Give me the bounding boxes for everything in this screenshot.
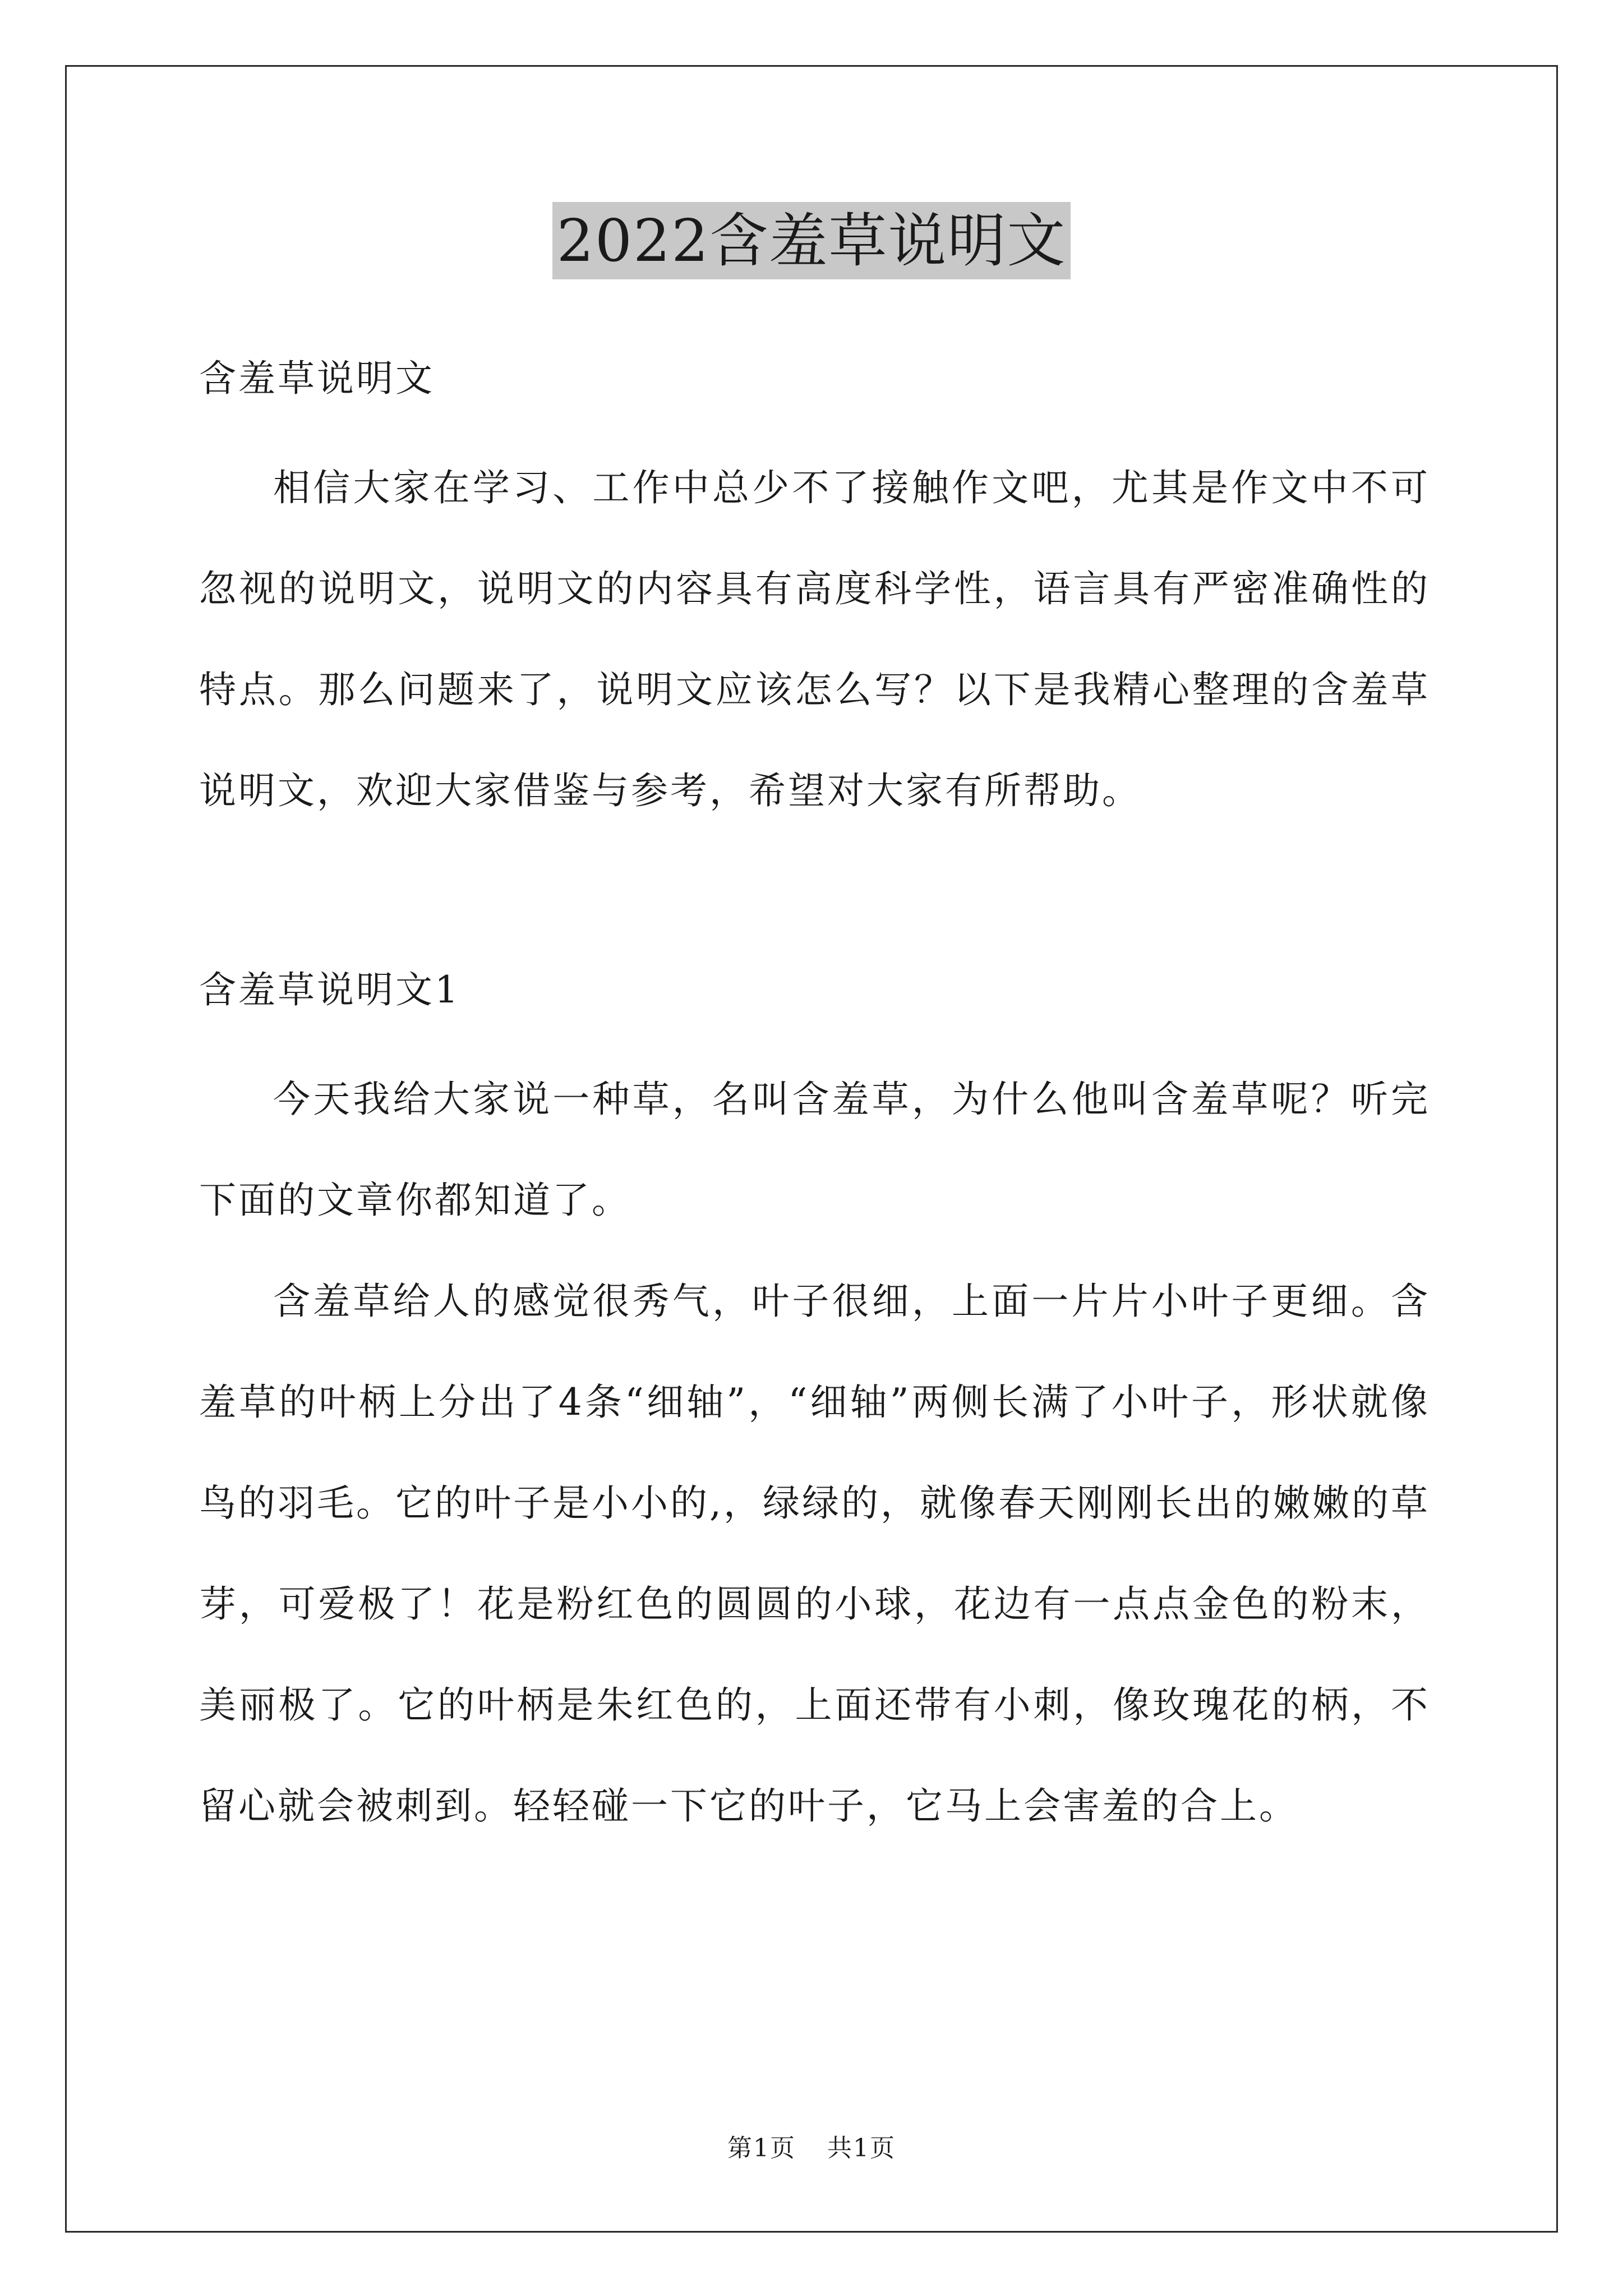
document-title: 2022含羞草说明文 xyxy=(552,202,1071,279)
page-total: 共1页 xyxy=(827,2134,896,2162)
intro-heading: 含羞草说明文 xyxy=(199,357,435,400)
section-1-paragraph-2: 含羞草给人的感觉很秀气，叶子很细，上面一片片小叶子更细。含羞草的叶柄上分出了4条“细轴”，“细轴”两侧长满了小叶子，形状就像鸟的羽毛。它的叶子是小小的,，绿绿的，就像春天刚刚长出的嫩嫩的草芽，可爱极了！花是粉红色的圆圆的小球，花边有一点点金色的粉末，美丽极了。它的叶柄是朱红色的，上面还带有小刺，像玫瑰花的柄，不留心就会被刺到。轻轻碰一下它的叶子，它马上会害羞的合上。 xyxy=(199,1280,1430,1828)
section-heading-1: 含羞草说明文1 xyxy=(199,968,460,1011)
document-body xyxy=(199,348,1430,1857)
page-number: 第1页 xyxy=(727,2134,796,2162)
intro-paragraph: 相信大家在学习、工作中总少不了接触作文吧，尤其是作文中不可忽视的说明文，说明文的内容具有高度科学性，语言具有严密准确性的特点。那么问题来了，说明文应该怎么写？以下是我精心整理的含羞草说明文，欢迎大家借鉴与参考，希望对大家有所帮助。 xyxy=(199,466,1430,812)
page-footer xyxy=(0,2132,1623,2165)
section-1-paragraph-1: 今天我给大家说一种草，名叫含羞草，为什么他叫含羞草呢？听完下面的文章你都知道了。 xyxy=(199,1078,1430,1222)
title-container xyxy=(0,202,1623,279)
